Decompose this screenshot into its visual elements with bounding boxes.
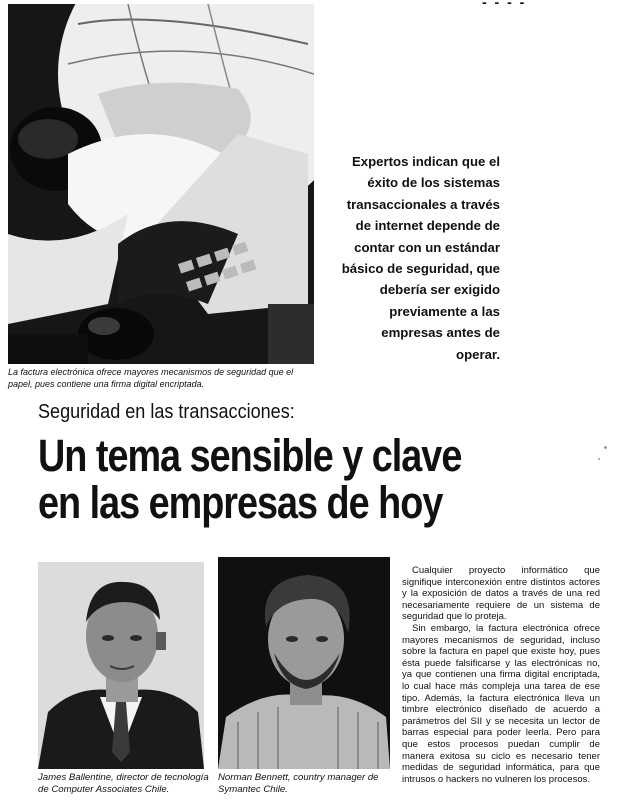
article-body (402, 565, 600, 785)
portrait-caption-james-ballentine: James Ballentine, director de tecnología de Computer Associates Chile. (38, 772, 209, 795)
page-top-mark: - - - - (482, 0, 527, 10)
hero-photo (8, 4, 314, 364)
body-paragraph: Sin embargo, la factura electrónica ofrece mayores mecanismos de seguridad, incluso sobre la factura en papel que existe hoy, pues ésta puede falsificarse y las electrónicas no, ya que contienen una firma digital encriptada, lo cual hace más compleja una tarea de ese tipo. Además, la factura electrónica lleva un timbre electrónico diseñado de acuerdo a parámetros del SII y se necesita un lector de barras especial para poder leerla. Pero para que estos procesos puedan cumplir de manera exitosa su ciclo es necesario tener medidas de seguridad informática, para que intrusos o hackers no vulneren los procesos. (402, 622, 600, 785)
hero-photo-caption: La factura electrónica ofrece mayores mecanismos de seguridad que el papel, pues contiene una firma digital encriptada. (8, 367, 294, 389)
body-paragraph: Cualquier proyecto informático que signifique interconexión entre distintos actores y la exposición de datos a través de una red necesariamente requiere de un sistema de seguridad que lo proteja. (402, 565, 600, 623)
portrait-james-ballentine (38, 562, 204, 769)
headline-line-2: en las empresas de hoy (38, 477, 443, 528)
scan-speck (598, 458, 600, 460)
portrait-norman-bennett (218, 557, 390, 769)
headline-line-1: Un tema sensible y clave (38, 430, 462, 481)
article-headline (38, 432, 461, 526)
scan-speck (604, 446, 607, 449)
portrait-caption-norman-bennett: Norman Bennett, country manager de Symantec Chile. (218, 772, 379, 795)
pull-quote: Expertos indican que el éxito de los sistemas transaccionales a través de internet depende de contar con un estándar básico de seguridad, que debería ser exigido previamente a las empresas antes de operar. (341, 154, 500, 362)
article-kicker: Seguridad en las transacciones: (38, 400, 295, 423)
